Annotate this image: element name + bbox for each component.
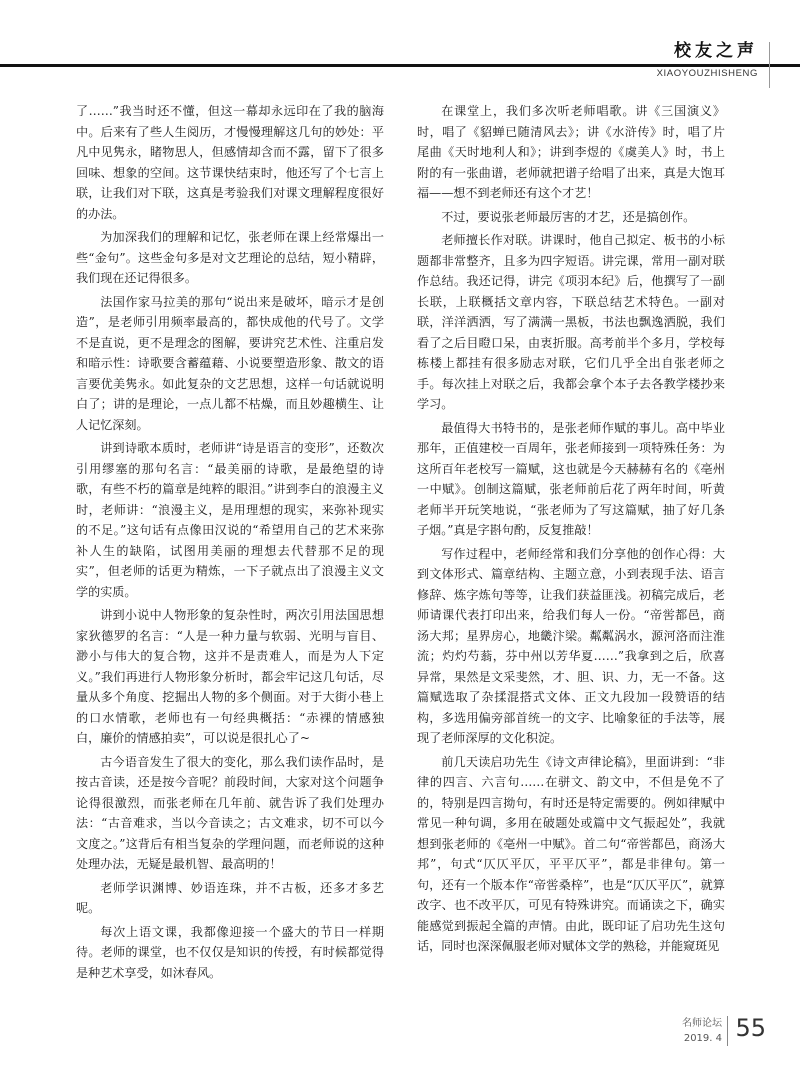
paragraph: 不过，要说张老师最厉害的才艺，还是搞创作。 [441, 209, 696, 224]
paragraph: 法国作家马拉美的那句“说出来是破坏，暗示才是创造”，是老师引用频率最高的，都快成他的代号了。文学不是直说，更不是理念的图解，要讲究艺术性、注重启发和暗示性：诗歌要含蓄蕴藉、小说要塑造形象、散文的语言要优美隽永。如此复杂的文艺思想，这样一句话就说明白了；讲的是理论，一点儿都不枯燥，而且妙趣横生、让人记忆深刻。 [76, 294, 384, 432]
paragraph: 为加深我们的理解和记忆，张老师在课上经常爆出一些“金句”。这些金句多是对文艺理论的总结，短小精辟，我们现在还记得很多。 [76, 230, 384, 285]
paragraph: 老师学识渊博、妙语连珠，并不古板，还多才多艺呢。 [76, 880, 384, 915]
paragraph: 讲到诗歌本质时，老师讲“诗是语言的变形”，还数次引用缪塞的那句名言：“最美丽的诗歌，是最绝望的诗歌，有些不朽的篇章是纯粹的眼泪。”讲到李白的浪漫主义时，老师讲：“浪漫主义，是用理想的现实，来弥补现实的不足。”这句话有点像田汉说的“希望用自己的艺术来弥补人生的缺陷，试图用美丽的理想去代替那不足的现实”，但老师的话更为精炼，一下子就点出了浪漫主义文学的实质。 [76, 441, 384, 599]
paragraph: 古今语音发生了很大的变化，那么我们读作品时，是按古音读，还是按今音呢？前段时间，大家对这个问题争论得很激烈，而张老师在几年前、就告诉了我们处理办法：“古音难求，当以今音读之；古文难求，切不可以今文度之。”这背后有相当复杂的学理问题，而老师说的这种处理办法，无疑是最机智、最高明的！ [76, 754, 384, 871]
paragraph: 最值得大书特书的，是张老师作赋的事儿。高中毕业那年，正值建校一百周年，张老师接到一项特殊任务：为这所百年老校写一篇赋，这也就是今天赫赫有名的《亳州一中赋》。创制这篇赋，张老师前后花了两年时间，听黄老师半开玩笑地说，“张老师为了写这篇赋，抽了好几条子烟。”真是字斟句酌，反复推敲！ [417, 420, 725, 537]
page-number: 55 [735, 1014, 766, 1042]
page-footer [606, 1012, 766, 1052]
paragraph: 前几天读启功先生《诗文声律论稿》，里面讲到：“非律的四言、六言句……在骈文、韵文中，不但是免不了的，特别是四言拗句，有时还是特定需要的。例如律赋中常见一种句调，多用在破题处或篇中文气振起处”，我就想到张老师的《亳州一中赋》。首二句“帝喾都邑，商汤大邦”，句式“仄仄平仄，平平仄平”，都是非律句。第一句，还有一个版本作“帝喾桑梓”，也是“仄仄平仄”，就算改字、也不改平仄，可见有特殊讲究。而诵读之下，确实能感觉到振起全篇的声情。由此，既印证了启功先生这句话，同时也深深佩服老师对赋体文学的熟稔，并能窥斑见 [417, 754, 725, 953]
footer-meta [682, 1016, 722, 1046]
section-subtitle: XIAOYOUZHISHENG [656, 68, 758, 79]
paragraph: 讲到小说中人物形象的复杂性时，两次引用法国思想家狄德罗的名言：“人是一种力量与软弱、光明与盲目、渺小与伟大的复合物，这并不是责难人，而是为人下定义。”我们再进行人物形象分析时，都会牢记这几句话，尽量从多个角度、挖掘出人物的多个侧面。对于大街小巷上的口水情歌，老师也有一句经典概括：“赤裸的情感独白，廉价的情感拍卖”，可以说是很扎心了~ [76, 608, 384, 745]
header-vertical-rule [769, 42, 770, 88]
issue-number: 2019. 4 [683, 1033, 722, 1044]
paragraph: 在课堂上，我们多次听老师唱歌。讲《三国演义》时，唱了《貂蝉已随清风去》；讲《水浒传》时，唱了片尾曲《天时地利人和》；讲到李煜的《虞美人》时，书上附的有一张曲谱，老师就把谱子给唱了出来，真是大饱耳福——想不到老师还有这个才艺！ [417, 104, 725, 200]
footer-vertical-rule [727, 1016, 728, 1046]
right-column [417, 101, 725, 960]
left-column [76, 101, 384, 986]
paragraph: 老师擅长作对联。讲课时，他自己拟定、板书的小标题都非常整齐，且多为四字短语。讲完课，常用一副对联作总结。我还记得，讲完《项羽本纪》后，他撰写了一副长联，上联概括文章内容，下联总结艺术特色。一副对联，洋洋洒洒，写了满满一黑板，书法也飘逸洒脱，我们看了之后目瞪口呆，由衷折服。高考前半个多月，学校每栋楼上都挂有很多励志对联，它们几乎全出自张老师之手。每次挂上对联之后，我都会拿个本子去各教学楼抄来学习。 [417, 233, 725, 411]
paragraph: 写作过程中，老师经常和我们分享他的创作心得：大到文体形式、篇章结构、主题立意，小到表现手法、语言修辞、炼字炼句等等，让我们获益匪浅。初稿完成后，老师请课代表打印出来，给我们每人一份。“帝喾都邑，商汤大邦；星界房心，地畿汴梁。粼粼涡水，源河洛而注淮流；灼灼芍蓊，芬中州以芳华夏……”我拿到之后，欣喜异常，果然是文采斐然，才、胆、识、力，无一不备。这篇赋选取了杂揉混搭式文体、正文九段加一段赞语的结构，多选用偏旁部首统一的文字、比喻象征的手法等，展现了老师深厚的文化积淀。 [417, 546, 725, 745]
paragraph: 了……”我当时还不懂，但这一幕却永远印在了我的脑海中。后来有了些人生阅历，才慢慢理解这几句的妙处：平凡中见隽永，睹物思人，但感情却含而不露，留下了很多回味、想象的空间。这节课快结束时，他还写了个七言上联，让我们对下联，这真是考验我们对课文理解程度很好的办法。 [76, 104, 384, 221]
journal-name: 名师论坛 [682, 1018, 722, 1029]
paragraph: 每次上语文课，我都像迎接一个盛大的节日一样期待。老师的课堂，也不仅仅是知识的传授，有时候都觉得是种艺术享受，如沐春风。 [76, 924, 384, 980]
section-header [608, 40, 758, 79]
section-title: 校友之声 [674, 41, 758, 61]
